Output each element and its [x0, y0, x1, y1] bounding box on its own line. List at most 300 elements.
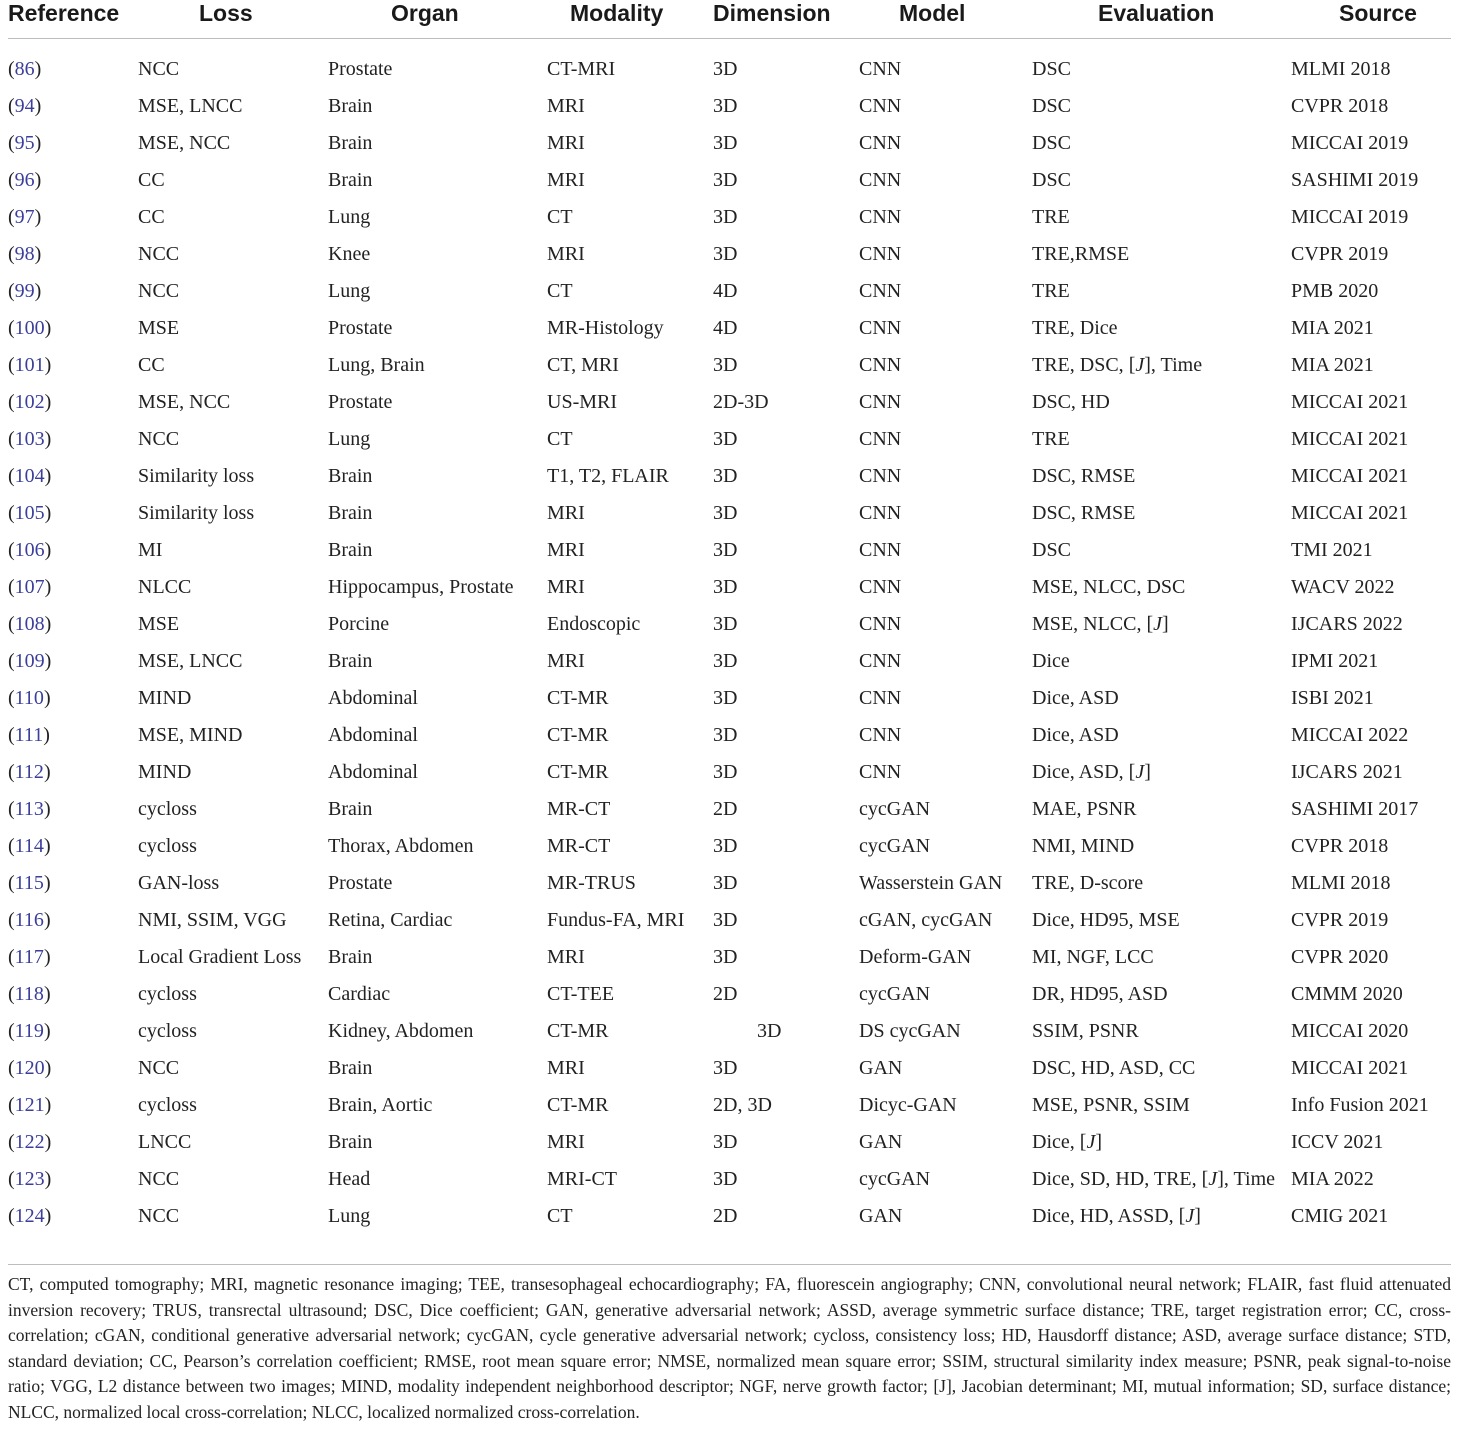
cell-reference: (95): [8, 132, 42, 154]
cell-reference: (106): [8, 539, 52, 561]
table-row: [8, 791, 1451, 828]
cell-source: MIA 2021: [1291, 354, 1374, 376]
cell-reference: (115): [8, 872, 51, 894]
cell-reference: (86): [8, 58, 42, 80]
cell-evaluation: MSE, PSNR, SSIM: [1032, 1094, 1190, 1116]
table-row: [8, 236, 1451, 273]
cell-organ: Brain: [328, 502, 373, 524]
header-evaluation: Evaluation: [1098, 0, 1215, 26]
cell-model: CNN: [859, 317, 902, 339]
cell-evaluation: Dice, ASD: [1032, 724, 1119, 746]
reference-link[interactable]: 111: [14, 724, 44, 746]
cell-evaluation: NMI, MIND: [1032, 835, 1135, 857]
cell-reference: (108): [8, 613, 52, 635]
table-row: [8, 162, 1451, 199]
reference-link[interactable]: 99: [14, 280, 35, 302]
table-row: [8, 754, 1451, 791]
cell-reference: (99): [8, 280, 42, 302]
cell-reference: (96): [8, 169, 42, 191]
cell-modality: MRI: [547, 650, 585, 672]
reference-link[interactable]: 105: [14, 502, 45, 524]
cell-model: CNN: [859, 465, 902, 487]
cell-model: CNN: [859, 539, 902, 561]
cell-model: CNN: [859, 391, 902, 413]
table-row: [8, 976, 1451, 1013]
cell-dimension: 3D: [713, 428, 738, 450]
cell-source: MLMI 2018: [1291, 58, 1391, 80]
reference-link[interactable]: 97: [14, 206, 35, 228]
table-row: [8, 717, 1451, 754]
table-row: [8, 828, 1451, 865]
cell-dimension: 3D: [713, 761, 738, 783]
cell-evaluation: TRE, Dice: [1032, 317, 1118, 339]
cell-reference: (119): [8, 1020, 51, 1042]
cell-modality: CT: [547, 280, 573, 302]
cell-source: SASHIMI 2019: [1291, 169, 1419, 191]
cell-source: MICCAI 2022: [1291, 724, 1409, 746]
reference-link[interactable]: 98: [14, 243, 35, 265]
cell-reference: (98): [8, 243, 42, 265]
table-row: [8, 1013, 1451, 1050]
table-row: [8, 939, 1451, 976]
table-row: [8, 1198, 1451, 1235]
cell-loss: MSE: [138, 613, 180, 635]
cell-evaluation: DSC, RMSE: [1032, 465, 1136, 487]
cell-dimension: 3D: [713, 724, 738, 746]
header-modality: Modality: [570, 0, 664, 26]
cell-modality: CT: [547, 428, 573, 450]
cell-model: cGAN, cycGAN: [859, 909, 993, 931]
cell-reference: (113): [8, 798, 51, 820]
cell-model: CNN: [859, 761, 902, 783]
cell-source: CVPR 2018: [1291, 95, 1389, 117]
cell-reference: (97): [8, 206, 42, 228]
table-row: [8, 643, 1451, 680]
cell-modality: CT-MR: [547, 724, 609, 746]
cell-evaluation: Dice, ASD: [1032, 687, 1119, 709]
cell-evaluation: DSC: [1032, 169, 1071, 191]
cell-model: CNN: [859, 724, 902, 746]
cell-modality: CT-MR: [547, 761, 609, 783]
cell-dimension: 3D: [713, 1131, 738, 1153]
cell-organ: Head: [328, 1168, 371, 1190]
cell-evaluation: DSC, HD: [1032, 391, 1110, 413]
reference-link[interactable]: 106: [14, 539, 45, 561]
header-organ: Organ: [391, 0, 459, 26]
cell-modality: MR-CT: [547, 835, 611, 857]
cell-modality: CT-MRI: [547, 58, 616, 80]
cell-dimension: 3D: [713, 169, 738, 191]
cell-dimension: 3D: [713, 206, 738, 228]
cell-model: cycGAN: [859, 798, 931, 820]
cell-dimension: 3D: [713, 465, 738, 487]
comparison-table-container: [8, 0, 1451, 1235]
table-row: [8, 310, 1451, 347]
cell-evaluation: Dice, [J]: [1032, 1131, 1102, 1153]
cell-loss: cycloss: [138, 1020, 197, 1042]
table-row: [8, 273, 1451, 310]
cell-organ: Cardiac: [328, 983, 391, 1005]
table-row: [8, 384, 1451, 421]
reference-link[interactable]: 102: [14, 391, 45, 413]
cell-organ: Brain: [328, 1131, 373, 1153]
cell-loss: CC: [138, 354, 165, 376]
cell-reference: (114): [8, 835, 51, 857]
cell-loss: NCC: [138, 280, 180, 302]
cell-dimension: 3D: [713, 354, 738, 376]
cell-modality: MRI: [547, 169, 585, 191]
cell-loss: MSE: [138, 317, 180, 339]
cell-model: CNN: [859, 687, 902, 709]
cell-organ: Kidney, Abdomen: [328, 1020, 474, 1042]
cell-modality: CT-TEE: [547, 983, 615, 1005]
cell-dimension: 3D: [713, 502, 738, 524]
cell-dimension: 3D: [713, 576, 738, 598]
table-row: [8, 458, 1451, 495]
header-model: Model: [899, 0, 966, 26]
cell-reference: (103): [8, 428, 52, 450]
cell-modality: T1, T2, FLAIR: [547, 465, 669, 487]
cell-dimension: 3D: [757, 1020, 782, 1042]
cell-organ: Brain: [328, 539, 373, 561]
header-loss: Loss: [199, 0, 253, 26]
cell-evaluation: Dice, SD, HD, TRE, [J], Time: [1032, 1168, 1276, 1190]
cell-model: DS cycGAN: [859, 1020, 961, 1042]
cell-organ: Brain, Aortic: [328, 1094, 433, 1116]
cell-dimension: 3D: [713, 539, 738, 561]
table-row: [8, 125, 1451, 162]
cell-modality: CT, MRI: [547, 354, 619, 376]
cell-dimension: 3D: [713, 872, 738, 894]
table-row: [8, 1087, 1451, 1124]
cell-organ: Brain: [328, 1057, 373, 1079]
cell-source: MIA 2022: [1291, 1168, 1374, 1190]
reference-link[interactable]: 119: [14, 1020, 44, 1042]
cell-evaluation: DSC, RMSE: [1032, 502, 1136, 524]
cell-dimension: 2D: [713, 798, 738, 820]
cell-reference: (102): [8, 391, 52, 413]
cell-modality: CT: [547, 206, 573, 228]
cell-dimension: 3D: [713, 613, 738, 635]
table-row: [8, 902, 1451, 939]
reference-link[interactable]: 103: [14, 428, 45, 450]
table-row: [8, 680, 1451, 717]
cell-evaluation: DSC: [1032, 132, 1071, 154]
cell-source: Info Fusion 2021: [1291, 1094, 1429, 1116]
cell-loss: cycloss: [138, 835, 197, 857]
cell-evaluation: Dice, HD95, MSE: [1032, 909, 1180, 931]
cell-evaluation: TRE: [1032, 280, 1070, 302]
cell-modality: MRI-CT: [547, 1168, 617, 1190]
cell-evaluation: MAE, PSNR: [1032, 798, 1137, 820]
cell-loss: Local Gradient Loss: [138, 946, 302, 968]
cell-modality: Fundus-FA, MRI: [547, 909, 685, 931]
cell-modality: Endoscopic: [547, 613, 641, 635]
cell-loss: NCC: [138, 1168, 180, 1190]
table-row: [8, 421, 1451, 458]
cell-source: MICCAI 2020: [1291, 1020, 1409, 1042]
cell-loss: MSE, NCC: [138, 391, 231, 413]
cell-modality: MR-TRUS: [547, 872, 636, 894]
cell-reference: (109): [8, 650, 52, 672]
cell-reference: (104): [8, 465, 52, 487]
cell-loss: Similarity loss: [138, 465, 255, 487]
cell-modality: MRI: [547, 576, 585, 598]
cell-evaluation: DSC, HD, ASD, CC: [1032, 1057, 1196, 1079]
cell-loss: NCC: [138, 428, 180, 450]
cell-loss: cycloss: [138, 1094, 197, 1116]
cell-source: CVPR 2019: [1291, 909, 1389, 931]
reference-link[interactable]: 124: [14, 1205, 45, 1227]
cell-dimension: 3D: [713, 132, 738, 154]
reference-link[interactable]: 121: [14, 1094, 45, 1116]
cell-dimension: 2D-3D: [713, 391, 769, 413]
cell-modality: MR-CT: [547, 798, 611, 820]
cell-loss: NCC: [138, 1057, 180, 1079]
cell-organ: Brain: [328, 95, 373, 117]
cell-reference: (117): [8, 946, 51, 968]
cell-source: CVPR 2019: [1291, 243, 1389, 265]
cell-loss: CC: [138, 169, 165, 191]
table-row: [8, 88, 1451, 125]
cell-source: MICCAI 2021: [1291, 428, 1409, 450]
cell-organ: Lung, Brain: [328, 354, 425, 376]
cell-organ: Abdominal: [328, 724, 418, 746]
cell-dimension: 3D: [713, 909, 738, 931]
cell-modality: CT-MR: [547, 1094, 609, 1116]
cell-modality: MRI: [547, 1131, 585, 1153]
table-row: [8, 532, 1451, 569]
cell-loss: NMI, SSIM, VGG: [138, 909, 287, 931]
reference-link[interactable]: 113: [14, 798, 44, 820]
reference-link[interactable]: 117: [14, 946, 44, 968]
cell-model: cycGAN: [859, 983, 931, 1005]
cell-dimension: 4D: [713, 317, 738, 339]
table-header-row: [8, 0, 1451, 39]
cell-organ: Brain: [328, 169, 373, 191]
reference-link[interactable]: 114: [14, 835, 44, 857]
cell-source: MIA 2021: [1291, 317, 1374, 339]
cell-source: IPMI 2021: [1291, 650, 1379, 672]
cell-organ: Lung: [328, 206, 371, 228]
cell-reference: (111): [8, 724, 50, 746]
cell-loss: cycloss: [138, 983, 197, 1005]
cell-model: CNN: [859, 169, 902, 191]
cell-reference: (122): [8, 1131, 52, 1153]
cell-source: IJCARS 2022: [1291, 613, 1403, 635]
cell-source: MICCAI 2021: [1291, 391, 1409, 413]
cell-evaluation: DR, HD95, ASD: [1032, 983, 1168, 1005]
cell-organ: Brain: [328, 132, 373, 154]
table-row: [8, 865, 1451, 902]
table-row: [8, 347, 1451, 384]
cell-dimension: 3D: [713, 243, 738, 265]
cell-evaluation: TRE: [1032, 428, 1070, 450]
table-row: [8, 1161, 1451, 1198]
reference-link[interactable]: 107: [14, 576, 45, 598]
reference-link[interactable]: 109: [14, 650, 45, 672]
cell-source: TMI 2021: [1291, 539, 1373, 561]
cell-modality: MRI: [547, 95, 585, 117]
reference-link[interactable]: 95: [14, 132, 35, 154]
cell-dimension: 2D, 3D: [713, 1094, 772, 1116]
cell-evaluation: TRE, DSC, [J], Time: [1032, 354, 1203, 376]
cell-organ: Abdominal: [328, 761, 418, 783]
cell-loss: MSE, LNCC: [138, 650, 243, 672]
cell-model: CNN: [859, 650, 902, 672]
cell-model: CNN: [859, 354, 902, 376]
reference-link[interactable]: 86: [14, 58, 35, 80]
cell-reference: (123): [8, 1168, 52, 1190]
cell-model: GAN: [859, 1057, 903, 1079]
cell-modality: MRI: [547, 132, 585, 154]
cell-loss: GAN-loss: [138, 872, 220, 894]
cell-model: CNN: [859, 206, 902, 228]
cell-loss: NCC: [138, 58, 180, 80]
reference-link[interactable]: 100: [14, 317, 45, 339]
cell-loss: CC: [138, 206, 165, 228]
cell-evaluation: SSIM, PSNR: [1032, 1020, 1139, 1042]
table-row: [8, 606, 1451, 643]
reference-link[interactable]: 120: [14, 1057, 45, 1079]
cell-source: CMMM 2020: [1291, 983, 1403, 1005]
cell-reference: (116): [8, 909, 51, 931]
cell-reference: (118): [8, 983, 51, 1005]
cell-dimension: 3D: [713, 946, 738, 968]
cell-loss: MSE, NCC: [138, 132, 231, 154]
cell-reference: (105): [8, 502, 52, 524]
reference-link[interactable]: 115: [14, 872, 44, 894]
cell-evaluation: TRE: [1032, 206, 1070, 228]
cell-source: WACV 2022: [1291, 576, 1395, 598]
reference-link[interactable]: 96: [14, 169, 35, 191]
cell-evaluation: Dice, HD, ASSD, [J]: [1032, 1205, 1201, 1227]
cell-source: CVPR 2018: [1291, 835, 1389, 857]
cell-loss: Similarity loss: [138, 502, 255, 524]
cell-dimension: 4D: [713, 280, 738, 302]
cell-dimension: 3D: [713, 687, 738, 709]
cell-model: CNN: [859, 58, 902, 80]
cell-source: MICCAI 2021: [1291, 1057, 1409, 1079]
cell-source: CMIG 2021: [1291, 1205, 1389, 1227]
cell-modality: MRI: [547, 539, 585, 561]
cell-model: CNN: [859, 428, 902, 450]
comparison-table: [8, 0, 1451, 1235]
cell-model: CNN: [859, 613, 902, 635]
cell-modality: CT-MR: [547, 687, 609, 709]
cell-dimension: 3D: [713, 1168, 738, 1190]
cell-source: SASHIMI 2017: [1291, 798, 1419, 820]
cell-evaluation: DSC: [1032, 539, 1071, 561]
cell-loss: MIND: [138, 687, 192, 709]
cell-modality: MRI: [547, 946, 585, 968]
cell-loss: cycloss: [138, 798, 197, 820]
cell-organ: Prostate: [328, 391, 393, 413]
cell-evaluation: Dice, ASD, [J]: [1032, 761, 1151, 783]
reference-link[interactable]: 122: [14, 1131, 45, 1153]
cell-modality: CT-MR: [547, 1020, 609, 1042]
cell-model: CNN: [859, 280, 902, 302]
reference-link[interactable]: 104: [14, 465, 45, 487]
cell-evaluation: TRE, D-score: [1032, 872, 1144, 894]
cell-loss: MSE, LNCC: [138, 95, 243, 117]
cell-organ: Brain: [328, 798, 373, 820]
cell-source: MICCAI 2021: [1291, 465, 1409, 487]
cell-evaluation: DSC: [1032, 58, 1071, 80]
header-reference: Reference: [8, 0, 120, 26]
cell-reference: (120): [8, 1057, 52, 1079]
cell-modality: US-MRI: [547, 391, 618, 413]
cell-model: CNN: [859, 243, 902, 265]
cell-organ: Lung: [328, 1205, 371, 1227]
cell-modality: CT: [547, 1205, 573, 1227]
cell-source: MLMI 2018: [1291, 872, 1391, 894]
cell-reference: (107): [8, 576, 52, 598]
cell-evaluation: DSC: [1032, 95, 1071, 117]
cell-dimension: 3D: [713, 58, 738, 80]
cell-model: GAN: [859, 1205, 903, 1227]
cell-organ: Brain: [328, 465, 373, 487]
cell-model: CNN: [859, 502, 902, 524]
cell-model: GAN: [859, 1131, 903, 1153]
cell-reference: (101): [8, 354, 52, 376]
cell-dimension: 3D: [713, 95, 738, 117]
cell-dimension: 3D: [713, 1057, 738, 1079]
reference-link[interactable]: 123: [14, 1168, 45, 1190]
cell-organ: Brain: [328, 946, 373, 968]
cell-reference: (110): [8, 687, 51, 709]
cell-source: PMB 2020: [1291, 280, 1379, 302]
reference-link[interactable]: 116: [14, 909, 44, 931]
header-dimension: Dimension: [713, 0, 831, 26]
table-row: [8, 1050, 1451, 1087]
cell-model: Deform-GAN: [859, 946, 972, 968]
cell-reference: (121): [8, 1094, 52, 1116]
cell-source: CVPR 2020: [1291, 946, 1389, 968]
table-row: [8, 569, 1451, 606]
cell-organ: Lung: [328, 280, 371, 302]
cell-source: IJCARS 2021: [1291, 761, 1403, 783]
cell-organ: Hippocampus, Prostate: [328, 576, 514, 598]
cell-loss: NCC: [138, 243, 180, 265]
table-row: [8, 495, 1451, 532]
cell-source: MICCAI 2019: [1291, 206, 1409, 228]
cell-organ: Lung: [328, 428, 371, 450]
reference-link[interactable]: 118: [14, 983, 44, 1005]
cell-dimension: 2D: [713, 1205, 738, 1227]
table-row: [8, 39, 1451, 89]
cell-model: CNN: [859, 132, 902, 154]
cell-evaluation: MI, NGF, LCC: [1032, 946, 1154, 968]
cell-evaluation: MSE, NLCC, [J]: [1032, 613, 1169, 635]
cell-organ: Brain: [328, 650, 373, 672]
reference-link[interactable]: 112: [14, 761, 44, 783]
header-source: Source: [1339, 0, 1417, 26]
cell-model: Wasserstein GAN: [859, 872, 1003, 894]
cell-loss: LNCC: [138, 1131, 192, 1153]
cell-evaluation: Dice: [1032, 650, 1070, 672]
cell-source: MICCAI 2021: [1291, 502, 1409, 524]
reference-link[interactable]: 110: [14, 687, 44, 709]
reference-link[interactable]: 108: [14, 613, 45, 635]
cell-loss: NCC: [138, 1205, 180, 1227]
cell-evaluation: MSE, NLCC, DSC: [1032, 576, 1186, 598]
reference-link[interactable]: 101: [14, 354, 45, 376]
cell-source: MICCAI 2019: [1291, 132, 1409, 154]
cell-reference: (112): [8, 761, 51, 783]
reference-link[interactable]: 94: [14, 95, 35, 117]
cell-model: CNN: [859, 95, 902, 117]
